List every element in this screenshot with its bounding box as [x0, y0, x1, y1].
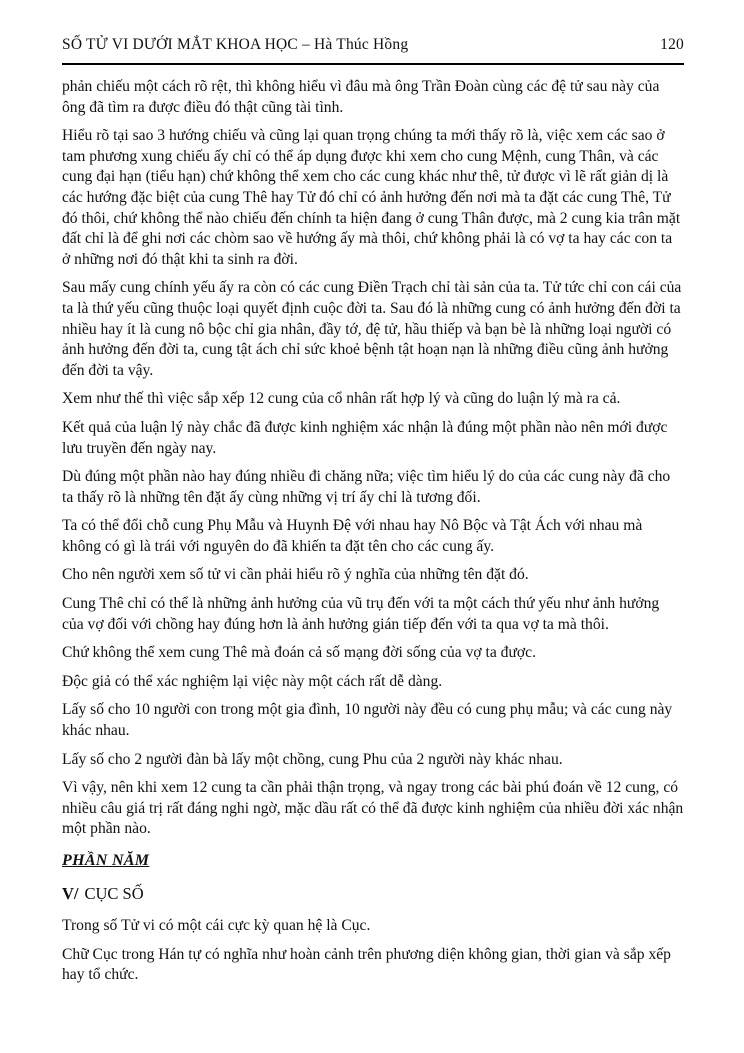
paragraph: Lấy số cho 10 người con trong một gia đình, 10 người này đều có cung phụ mẫu; và các cung này khác nhau.	[62, 701, 673, 740]
paragraph: Cho nên người xem số tử vi cần phải hiểu rõ ý nghĩa của những tên đặt đó.	[62, 566, 529, 584]
section-numeral: V/	[62, 884, 79, 903]
section-heading	[62, 884, 684, 904]
paragraph: Kết quả của luận lý này chắc đã được kinh nghiệm xác nhận là đúng một phần nào nên mới được lưu truyền đến ngày nay.	[62, 418, 668, 457]
page-content	[62, 77, 684, 986]
paragraph: Xem như thế thì việc sắp xếp 12 cung của cổ nhân rất hợp lý và cũng do luận lý mà ra cả.	[62, 390, 621, 408]
paragraph: phản chiếu một cách rõ rệt, thì không hiểu vì đâu mà ông Trần Đoàn cùng các đệ tử sau này của ông đã tìm ra được điều đó thật cũng tài tình.	[62, 78, 660, 116]
part-heading: PHẦN NĂM	[62, 852, 150, 869]
running-title: SỐ TỬ VI DƯỚI MẮT KHOA HỌC – Hà Thúc Hồng	[62, 36, 409, 53]
paragraph: Sau mấy cung chính yếu ấy ra còn có các cung Điền Trạch chỉ tài sản của ta. Tử tức chỉ con cái của ta là thứ yếu cũng thuộc loại quyết định cuộc đời ta. Sau đó là những cung có ảnh hưởng đến đời ta nhiều hay ít là cung nô bộc chỉ gia nhân, đầy tớ, đệ tử, hầu thiếp và bạn bè là những loại người có ảnh hưởng đến đời ta, cung tật ách chỉ sức khoẻ bệnh tật hoạn nạn là những điều cũng ảnh hưởng đến đời ta vậy.	[62, 279, 682, 379]
paragraph: Trong số Tử vi có một cái cực kỳ quan hệ là Cục.	[62, 917, 371, 934]
paragraph: Hiểu rõ tại sao 3 hướng chiếu và cũng lại quan trọng chúng ta mới thấy rõ là, việc xem các sao ở tam phương xung chiếu ấy chỉ có thể áp dụng được khi xem cho cung Mệnh, cung Thân, và các cung đại hạn (tiểu hạn) chứ không thể xem cho các cung khác như thê, tử được vì lẽ rất giản dị là các hướng đặc biệt của cung Thê hay Tử đó chỉ có ảnh hưởng đến nơi mà ta đặt các cung Thê, Tử đó thôi, chứ không thể nào chiếu đến chính ta hiện đang ở cung Thân được, mà 2 cung kia trân mặt đất chỉ là để ghi nơi các chòm sao về hướng ấy mà thôi, chứ không phải là có vợ ta hay các con ta ở những nơi đó thật khi ta sinh ra đời.	[62, 127, 681, 268]
section-title: CỤC SỐ	[84, 884, 144, 903]
page-header	[62, 36, 684, 65]
paragraph: Chứ không thể xem cung Thê mà đoán cả số mạng đời sống của vợ ta được.	[62, 644, 536, 662]
paragraph: Ta có thể đổi chỗ cung Phụ Mẫu và Huynh Đệ với nhau hay Nô Bộc và Tật Ách với nhau mà không có gì là trái với nguyên do đã khiến ta đặt tên cho các cung ấy.	[62, 517, 643, 555]
page-number: 120	[660, 36, 684, 53]
paragraph: Độc giả có thể xác nghiệm lại việc này một cách rất dễ dàng.	[62, 672, 443, 690]
paragraph: Lấy số cho 2 người đàn bà lấy một chồng, cung Phu của 2 người này khác nhau.	[62, 750, 563, 768]
paragraph: Vì vậy, nên khi xem 12 cung ta cần phải thận trọng, và ngay trong các bài phú đoán về 12 cung, có nhiều câu giá trị rất đáng nghi ngờ, mặc dầu rất có thể đã được kinh nghiệm của nhiều đời xác nhận một phần nào.	[62, 779, 684, 838]
paragraph: Chữ Cục trong Hán tự có nghĩa như hoàn cảnh trên phương diện không gian, thời gian và sắp xếp hay tổ chức.	[62, 945, 671, 984]
paragraph: Cung Thê chỉ có thể là những ảnh hưởng của vũ trụ đến với ta một cách thứ yếu như ảnh hưởng của vợ đối với chồng hay đúng hơn là ảnh hưởng gián tiếp đến với ta qua vợ ta mà thôi.	[62, 595, 660, 633]
paragraph: Dù đúng một phần nào hay đúng nhiều đi chăng nữa; việc tìm hiểu lý do của các cung này đã cho ta thấy rõ là những tên đặt ấy cùng những vị trí ấy chỉ là tương đối.	[62, 468, 671, 506]
